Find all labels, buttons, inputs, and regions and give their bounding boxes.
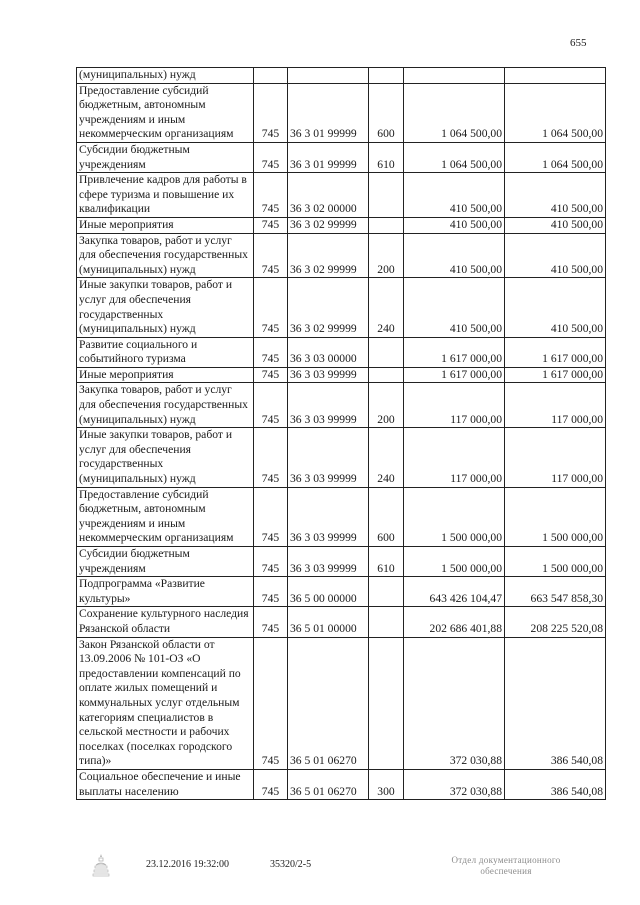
row-amount-year1: 643 426 104,47	[404, 577, 505, 607]
row-expense-type: 300	[369, 769, 404, 799]
row-expense-type: 200	[369, 233, 404, 278]
row-amount-year1: 372 030,88	[404, 637, 505, 769]
row-expense-type	[369, 68, 404, 84]
row-amount-year1: 410 500,00	[404, 278, 505, 337]
row-name: (муниципальных) нужд	[77, 68, 254, 84]
table-row	[77, 607, 606, 637]
row-expense-type	[369, 577, 404, 607]
row-amount-year2: 1 064 500,00	[505, 83, 606, 142]
row-name: Закупка товаров, работ и услуг для обеспечения государственных (муниципальных) нужд	[77, 233, 254, 278]
row-amount-year2: 410 500,00	[505, 217, 606, 233]
row-ministry-code: 745	[254, 367, 288, 383]
row-expense-type	[369, 607, 404, 637]
row-name: Привлечение кадров для работы в сфере туризма и повышение их квалификации	[77, 173, 254, 218]
row-expense-type: 610	[369, 142, 404, 172]
row-amount-year2: 663 547 858,30	[505, 577, 606, 607]
row-amount-year1: 1 617 000,00	[404, 337, 505, 367]
table-row	[77, 142, 606, 172]
table-row	[77, 83, 606, 142]
row-target-article: 36 5 01 06270	[288, 769, 369, 799]
row-ministry-code: 745	[254, 577, 288, 607]
row-amount-year2: 1 617 000,00	[505, 337, 606, 367]
row-ministry-code: 745	[254, 769, 288, 799]
row-name: Закон Рязанской области от 13.09.2006 № 101-ОЗ «О предоставлении компенсаций по оплате жилых помещений и коммунальных услуг отдельным категориям специалистов в сельской местности и рабочих поселках (поселках городского типа)»	[77, 637, 254, 769]
row-amount-year2: 1 500 000,00	[505, 487, 606, 546]
row-amount-year2: 386 540,08	[505, 637, 606, 769]
table-row	[77, 487, 606, 546]
table-row	[77, 577, 606, 607]
row-amount-year2: 208 225 520,08	[505, 607, 606, 637]
row-amount-year2: 117 000,00	[505, 428, 606, 487]
row-expense-type: 240	[369, 278, 404, 337]
table-row	[77, 367, 606, 383]
row-expense-type	[369, 173, 404, 218]
row-target-article: 36 3 01 99999	[288, 83, 369, 142]
row-target-article: 36 3 02 99999	[288, 278, 369, 337]
row-target-article: 36 3 02 99999	[288, 233, 369, 278]
row-amount-year2: 410 500,00	[505, 278, 606, 337]
row-ministry-code: 745	[254, 217, 288, 233]
row-name: Подпрограмма «Развитие культуры»	[77, 577, 254, 607]
row-name: Развитие социального и событийного туризма	[77, 337, 254, 367]
row-amount-year2: 410 500,00	[505, 233, 606, 278]
row-ministry-code: 745	[254, 547, 288, 577]
row-expense-type: 240	[369, 428, 404, 487]
row-name: Предоставление субсидий бюджетным, автономным учреждениям и иным некоммерческим организациям	[77, 83, 254, 142]
stamp-emblem-icon	[92, 853, 110, 877]
row-ministry-code: 745	[254, 428, 288, 487]
table-row	[77, 428, 606, 487]
row-expense-type: 600	[369, 83, 404, 142]
row-name: Иные закупки товаров, работ и услуг для обеспечения государственных (муниципальных) нужд	[77, 428, 254, 487]
row-ministry-code: 745	[254, 173, 288, 218]
row-amount-year1: 1 064 500,00	[404, 83, 505, 142]
row-name: Иные мероприятия	[77, 217, 254, 233]
row-expense-type	[369, 367, 404, 383]
row-amount-year1: 410 500,00	[404, 217, 505, 233]
row-expense-type	[369, 637, 404, 769]
row-ministry-code: 745	[254, 233, 288, 278]
row-expense-type	[369, 337, 404, 367]
row-name: Сохранение культурного наследия Рязанской области	[77, 607, 254, 637]
row-amount-year1: 1 617 000,00	[404, 367, 505, 383]
row-amount-year1: 117 000,00	[404, 383, 505, 428]
row-amount-year1: 202 686 401,88	[404, 607, 505, 637]
row-ministry-code: 745	[254, 142, 288, 172]
row-ministry-code: 745	[254, 383, 288, 428]
row-amount-year1: 117 000,00	[404, 428, 505, 487]
row-amount-year1: 1 500 000,00	[404, 487, 505, 546]
row-target-article: 36 5 01 06270	[288, 637, 369, 769]
row-ministry-code: 745	[254, 278, 288, 337]
table-row	[77, 68, 606, 84]
row-amount-year2: 1 500 000,00	[505, 547, 606, 577]
footer-date: 23.12.2016 19:32:00	[146, 859, 230, 870]
row-target-article: 36 3 02 99999	[288, 217, 369, 233]
table-row	[77, 769, 606, 799]
row-amount-year2: 117 000,00	[505, 383, 606, 428]
table-row	[77, 383, 606, 428]
row-amount-year1: 372 030,88	[404, 769, 505, 799]
row-name: Социальное обеспечение и иные выплаты населению	[77, 769, 254, 799]
row-ministry-code	[254, 68, 288, 84]
row-target-article: 36 3 02 00000	[288, 173, 369, 218]
row-target-article: 36 3 03 99999	[288, 547, 369, 577]
row-amount-year1	[404, 68, 505, 84]
row-expense-type: 610	[369, 547, 404, 577]
row-ministry-code: 745	[254, 637, 288, 769]
row-target-article: 36 3 03 99999	[288, 367, 369, 383]
row-amount-year2: 410 500,00	[505, 173, 606, 218]
row-amount-year1: 410 500,00	[404, 173, 505, 218]
row-name: Субсидии бюджетным учреждениям	[77, 142, 254, 172]
row-expense-type: 200	[369, 383, 404, 428]
table-row	[77, 233, 606, 278]
budget-table	[76, 67, 606, 800]
row-target-article: 36 5 01 00000	[288, 607, 369, 637]
row-name: Иные мероприятия	[77, 367, 254, 383]
table-row	[77, 278, 606, 337]
row-ministry-code: 745	[254, 337, 288, 367]
row-target-article	[288, 68, 369, 84]
row-amount-year1: 1 500 000,00	[404, 547, 505, 577]
row-amount-year2	[505, 68, 606, 84]
row-target-article: 36 5 00 00000	[288, 577, 369, 607]
row-target-article: 36 3 03 99999	[288, 487, 369, 546]
row-amount-year2: 1 064 500,00	[505, 142, 606, 172]
table-row	[77, 173, 606, 218]
row-name: Иные закупки товаров, работ и услуг для обеспечения государственных (муниципальных) нужд	[77, 278, 254, 337]
budget-table-body	[77, 68, 606, 800]
footer-stamp-text: Отдел документационного обеспечения	[451, 855, 561, 876]
row-expense-type: 600	[369, 487, 404, 546]
row-amount-year2: 1 617 000,00	[505, 367, 606, 383]
table-row	[77, 217, 606, 233]
row-name: Закупка товаров, работ и услуг для обеспечения государственных (муниципальных) нужд	[77, 383, 254, 428]
table-row	[77, 547, 606, 577]
row-name: Предоставление субсидий бюджетным, автономным учреждениям и иным некоммерческим организациям	[77, 487, 254, 546]
row-ministry-code: 745	[254, 487, 288, 546]
row-target-article: 36 3 03 99999	[288, 428, 369, 487]
page-number: 655	[570, 37, 587, 49]
row-expense-type	[369, 217, 404, 233]
row-target-article: 36 3 03 00000	[288, 337, 369, 367]
row-ministry-code: 745	[254, 607, 288, 637]
row-target-article: 36 3 01 99999	[288, 142, 369, 172]
row-target-article: 36 3 03 99999	[288, 383, 369, 428]
page-footer	[0, 855, 640, 889]
table-row	[77, 337, 606, 367]
row-ministry-code: 745	[254, 83, 288, 142]
footer-doc-number: 35320/2-5	[270, 859, 312, 870]
row-amount-year1: 1 064 500,00	[404, 142, 505, 172]
table-row	[77, 637, 606, 769]
row-name: Субсидии бюджетным учреждениям	[77, 547, 254, 577]
row-amount-year1: 410 500,00	[404, 233, 505, 278]
row-amount-year2: 386 540,08	[505, 769, 606, 799]
